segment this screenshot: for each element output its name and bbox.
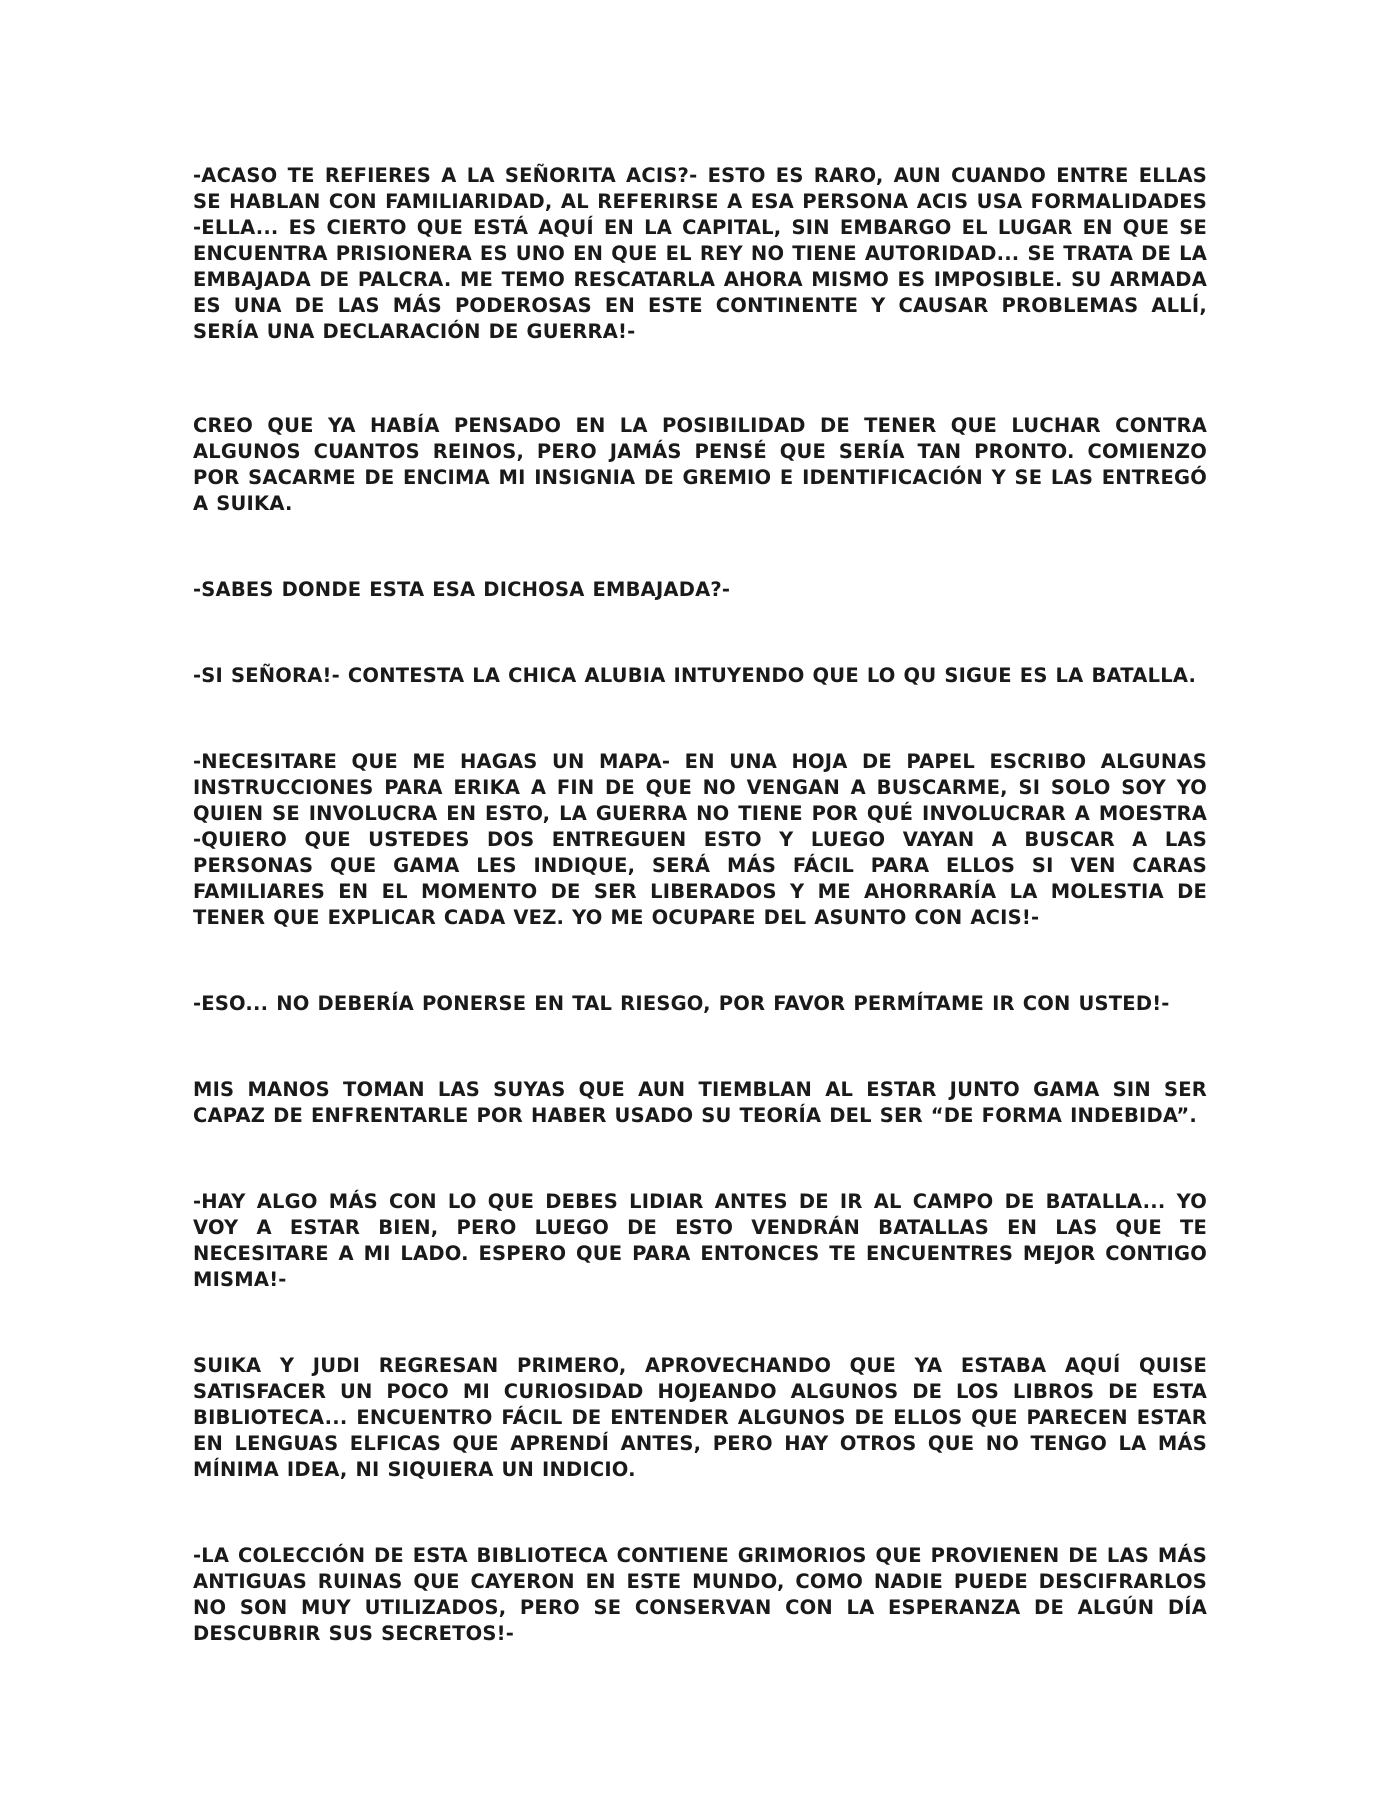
paragraph: MIS MANOS TOMAN LAS SUYAS QUE AUN TIEMBLAN AL ESTAR JUNTO GAMA SIN SER CAPAZ DE ENFRENTARLE POR HABER USADO SU TEORÍA DEL SER “DE FORMA INDEBIDA”. (193, 1078, 1207, 1127)
paragraph: -ESO... NO DEBERÍA PONERSE EN TAL RIESGO, POR FAVOR PERMÍTAME IR CON USTED!- (193, 992, 1170, 1015)
paragraph: -SABES DONDE ESTA ESA DICHOSA EMBAJADA?- (193, 578, 731, 601)
paragraph: -NECESITARE QUE ME HAGAS UN MAPA- EN UNA HOJA DE PAPEL ESCRIBO ALGUNAS INSTRUCCIONES PARA ERIKA A FIN DE QUE NO VENGAN A BUSCARME, SI SOLO SOY YO QUIEN SE INVOLUCRA EN ESTO, LA GUERRA NO TIENE POR QUÉ INVOLUCRAR A MOESTRA -QUIERO QUE USTEDES DOS ENTREGUEN ESTO Y LUEGO VAYAN A BUSCAR A LAS PERSONAS QUE GAMA LES INDIQUE, SERÁ MÁS FÁCIL PARA ELLOS SI VEN CARAS FAMILIARES EN EL MOMENTO DE SER LIBERADOS Y ME AHORRARÍA LA MOLESTIA DE TENER QUE EXPLICAR CADA VEZ. YO ME OCUPARE DEL ASUNTO CON ACIS!- (193, 750, 1207, 929)
document-page (193, 163, 1207, 1647)
paragraph: -ACASO TE REFIERES A LA SEÑORITA ACIS?- ESTO ES RARO, AUN CUANDO ENTRE ELLAS SE HABLAN CON FAMILIARIDAD, AL REFERIRSE A ESA PERSONA ACIS USA FORMALIDADES -ELLA... ES CIERTO QUE ESTÁ AQUÍ EN LA CAPITAL, SIN EMBARGO EL LUGAR EN QUE SE ENCUENTRA PRISIONERA ES UNO EN QUE EL REY NO TIENE AUTORIDAD... SE TRATA DE LA EMBAJADA DE PALCRA. ME TEMO RESCATARLA AHORA MISMO ES IMPOSIBLE. SU ARMADA ES UNA DE LAS MÁS PODEROSAS EN ESTE CONTINENTE Y CAUSAR PROBLEMAS ALLÍ, SERÍA UNA DECLARACIÓN DE GUERRA!- (193, 164, 1207, 343)
paragraph: -HAY ALGO MÁS CON LO QUE DEBES LIDIAR ANTES DE IR AL CAMPO DE BATALLA... YO VOY A ESTAR BIEN, PERO LUEGO DE ESTO VENDRÁN BATALLAS EN LAS QUE TE NECESITARE A MI LADO. ESPERO QUE PARA ENTONCES TE ENCUENTRES MEJOR CONTIGO MISMA!- (193, 1190, 1207, 1291)
paragraph: SUIKA Y JUDI REGRESAN PRIMERO, APROVECHANDO QUE YA ESTABA AQUÍ QUISE SATISFACER UN POCO MI CURIOSIDAD HOJEANDO ALGUNOS DE LOS LIBROS DE ESTA BIBLIOTECA... ENCUENTRO FÁCIL DE ENTENDER ALGUNOS DE ELLOS QUE PARECEN ESTAR EN LENGUAS ELFICAS QUE APRENDÍ ANTES, PERO HAY OTROS QUE NO TENGO LA MÁS MÍNIMA IDEA, NI SIQUIERA UN INDICIO. (193, 1354, 1207, 1481)
paragraph: -LA COLECCIÓN DE ESTA BIBLIOTECA CONTIENE GRIMORIOS QUE PROVIENEN DE LAS MÁS ANTIGUAS RUINAS QUE CAYERON EN ESTE MUNDO, COMO NADIE PUEDE DESCIFRARLOS NO SON MUY UTILIZADOS, PERO SE CONSERVAN CON LA ESPERANZA DE ALGÚN DÍA DESCUBRIR SUS SECRETOS!- (193, 1544, 1207, 1645)
paragraph: CREO QUE YA HABÍA PENSADO EN LA POSIBILIDAD DE TENER QUE LUCHAR CONTRA ALGUNOS CUANTOS REINOS, PERO JAMÁS PENSÉ QUE SERÍA TAN PRONTO. COMIENZO POR SACARME DE ENCIMA MI INSIGNIA DE GREMIO E IDENTIFICACIÓN Y SE LAS ENTREGÓ A SUIKA. (193, 414, 1207, 515)
paragraph: -SI SEÑORA!- CONTESTA LA CHICA ALUBIA INTUYENDO QUE LO QU SIGUE ES LA BATALLA. (193, 664, 1197, 687)
